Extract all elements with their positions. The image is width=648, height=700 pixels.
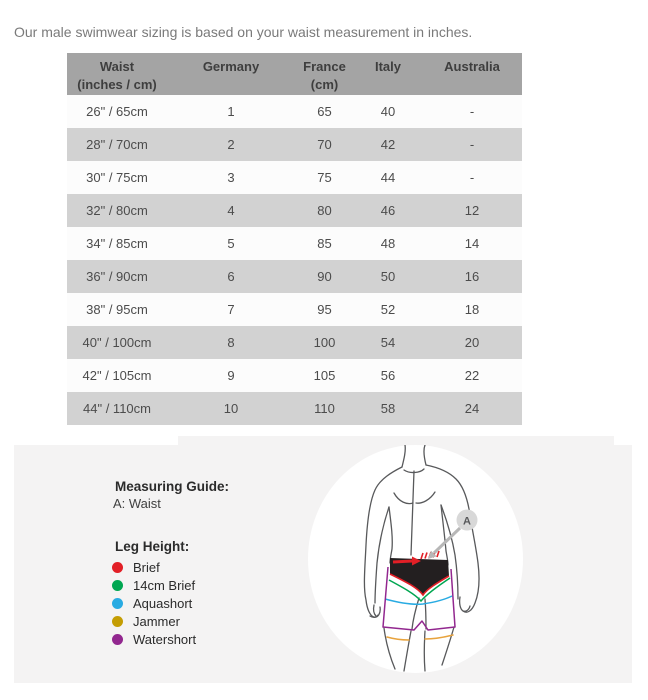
- legend-item: Watershort: [112, 630, 196, 648]
- table-row: 26" / 65cm 1 65 40 -: [67, 95, 522, 128]
- table-row: 40" / 100cm 8 100 54 20: [67, 326, 522, 359]
- watershort-color-dot-icon: [112, 634, 123, 645]
- col-header-germany: Germany: [202, 59, 260, 74]
- measuring-guide-title: Measuring Guide:: [115, 479, 230, 494]
- svg-text:A: A: [463, 515, 471, 528]
- size-table: [67, 53, 522, 425]
- marker-a-badge: [457, 510, 478, 531]
- table-row: 36" / 90cm 6 90 50 16: [67, 260, 522, 293]
- legend-item: Aquashort: [112, 594, 196, 612]
- col-header-france: France (cm): [303, 59, 346, 92]
- measuring-figure: [308, 445, 523, 673]
- aquashort-color-dot-icon: [112, 598, 123, 609]
- table-body: [67, 95, 522, 425]
- table-row: 38" / 95cm 7 95 52 18: [67, 293, 522, 326]
- jammer-color-dot-icon: [112, 616, 123, 627]
- col-header-australia: Australia: [444, 59, 500, 74]
- legend-item: Brief: [112, 558, 196, 576]
- brief-color-dot-icon: [112, 562, 123, 573]
- table-row: 32" / 80cm 4 80 46 12: [67, 194, 522, 227]
- legend-item: Jammer: [112, 612, 196, 630]
- table-row: 34" / 85cm 5 85 48 14: [67, 227, 522, 260]
- 14cm-brief-color-dot-icon: [112, 580, 123, 591]
- col-header-waist: Waist (inches / cm): [77, 59, 157, 92]
- table-row: 30" / 75cm 3 75 44 -: [67, 161, 522, 194]
- intro-text: Our male swimwear sizing is based on your waist measurement in inches.: [14, 24, 473, 40]
- leg-height-title: Leg Height:: [115, 539, 190, 554]
- table-row: 44" / 110cm 10 110 58 24: [67, 392, 522, 425]
- table-header-row: [67, 53, 522, 95]
- body-illustration: [308, 445, 523, 673]
- col-header-italy: Italy: [374, 59, 401, 74]
- legend-item: 14cm Brief: [112, 576, 196, 594]
- table-row: 42" / 105cm 9 105 56 22: [67, 359, 522, 392]
- table-row: 28" / 70cm 2 70 42 -: [67, 128, 522, 161]
- measuring-guide-item: A: Waist: [113, 496, 161, 511]
- leg-height-legend: [112, 558, 196, 648]
